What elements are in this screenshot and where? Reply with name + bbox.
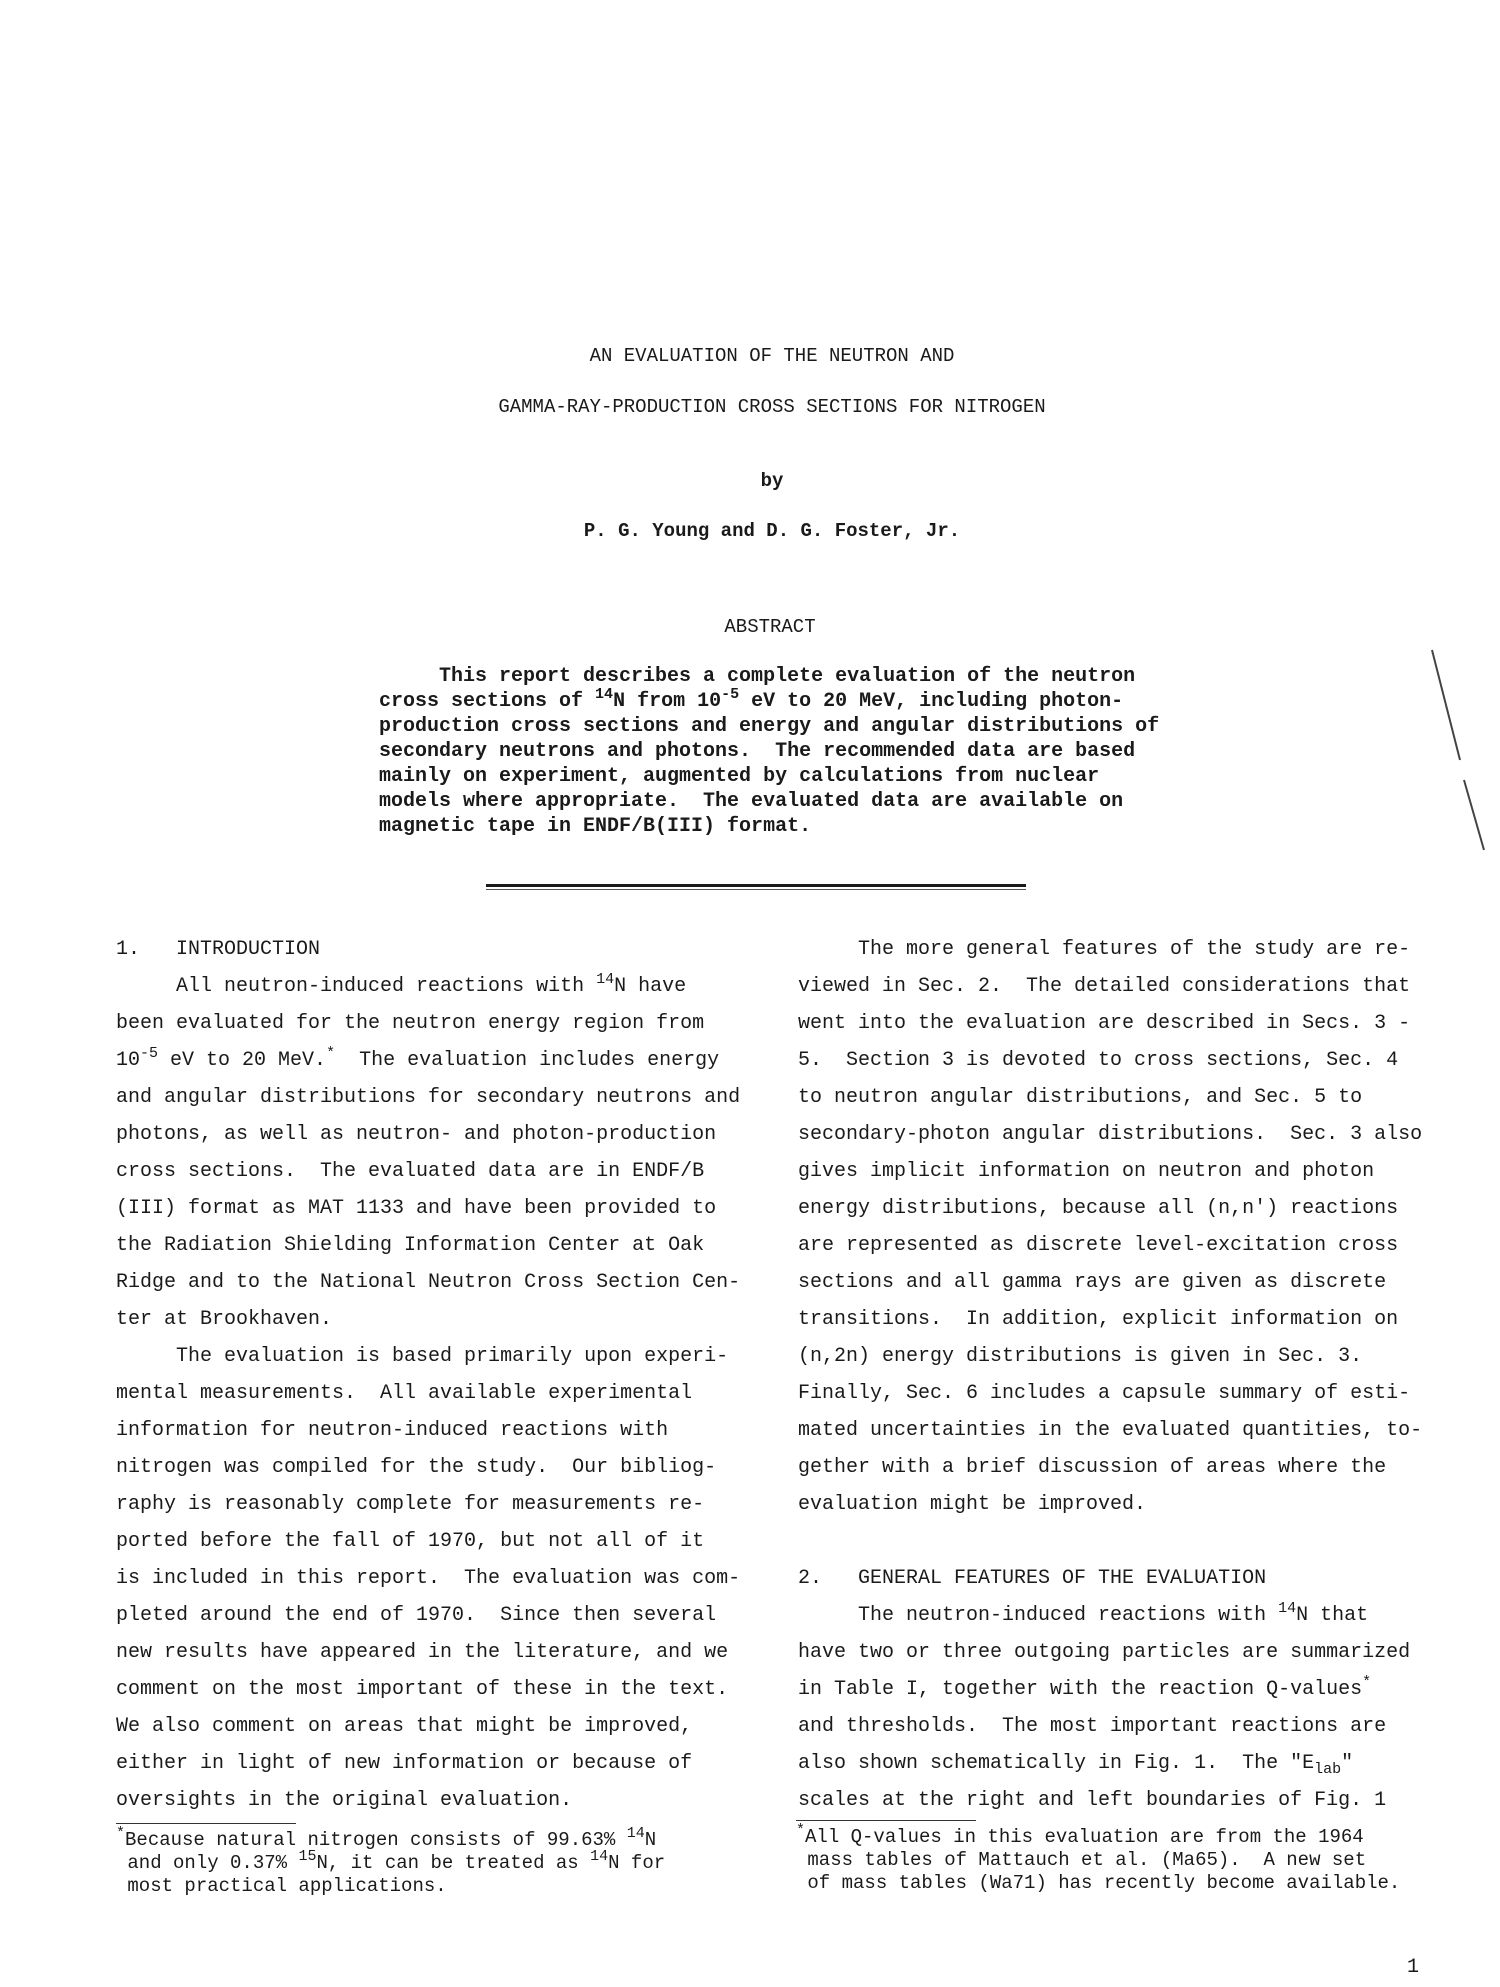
abstract-body: [379, 664, 1179, 839]
paragraph-line: cross sections. The evaluated data are in ENDF/B: [116, 1160, 705, 1183]
paragraph-line: The more general features of the study are re-: [798, 938, 1411, 961]
abstract-line: secondary neutrons and photons. The recommended data are based: [379, 740, 1136, 763]
paragraph-line: sections and all gamma rays are given as discrete: [798, 1271, 1387, 1294]
abstract-line: magnetic tape in ENDF/B(III) format.: [379, 815, 812, 838]
paragraph-line: information for neutron-induced reactions with: [116, 1419, 669, 1442]
paragraph-line: scales at the right and left boundaries of Fig. 1: [798, 1789, 1387, 1812]
footnote-left: [116, 1825, 666, 1898]
section-heading-introduction: 1. INTRODUCTION: [116, 938, 321, 961]
paragraph-line: raphy is reasonably complete for measurements re-: [116, 1493, 705, 1516]
paragraph-line: to neutron angular distributions, and Sec. 5 to: [798, 1086, 1363, 1109]
title-line-1: AN EVALUATION OF THE NEUTRON AND: [589, 345, 955, 367]
footnote-rule-right: [796, 1820, 976, 1821]
paragraph-line: secondary-photon angular distributions. Sec. 3 also: [798, 1123, 1423, 1146]
title-by: by: [760, 470, 784, 492]
paragraph-line: in Table I, together with the reaction Q-values*: [798, 1674, 1372, 1701]
abstract-line: cross sections of $^{14}$N from $10^{-5}$ eV to 20 MeV, including photon-: [379, 686, 1124, 713]
footnote-line: *Because natural nitrogen consists of 99.63% $^{14}$N: [116, 1825, 657, 1851]
paragraph-line: oversights in the original evaluation.: [116, 1789, 573, 1812]
paragraph-line: evaluation might be improved.: [798, 1493, 1147, 1516]
paragraph-line: ter at Brookhaven.: [116, 1308, 333, 1331]
paragraph-line: new results have appeared in the literature, and we: [116, 1641, 729, 1664]
paragraph-line: is included in this report. The evaluation was com-: [116, 1567, 741, 1590]
paragraph-line: transitions. In addition, explicit information on: [798, 1308, 1399, 1331]
paragraph-line: pleted around the end of 1970. Since then several: [116, 1604, 717, 1627]
paragraph-line: We also comment on areas that might be improved,: [116, 1715, 693, 1738]
page-number: 1: [1407, 1956, 1420, 1979]
footnote-right: [796, 1822, 1401, 1895]
abstract-line: models where appropriate. The evaluated data are available on: [379, 790, 1124, 813]
paragraph-line: gives implicit information on neutron and photon: [798, 1160, 1375, 1183]
paragraph-line: Ridge and to the National Neutron Cross Section Cen-: [116, 1271, 741, 1294]
authors: P. G. Young and D. G. Foster, Jr.: [583, 520, 961, 542]
right-column: [798, 931, 1458, 1819]
title-line-2: GAMMA-RAY-PRODUCTION CROSS SECTIONS FOR NITROGEN: [498, 396, 1046, 418]
paragraph-line: The neutron-induced reactions with $^{14}$N that: [798, 1600, 1369, 1627]
abstract-line: mainly on experiment, augmented by calculations from nuclear: [379, 765, 1100, 788]
footnote-line: *All Q-values in this evaluation are from the 1964: [796, 1822, 1364, 1848]
paragraph-line: $10^{-5}$ eV to 20 MeV.* The evaluation includes energy: [116, 1045, 720, 1072]
paragraph-line: either in light of new information or because of: [116, 1752, 693, 1775]
section-heading-general-features: 2. GENERAL FEATURES OF THE EVALUATION: [798, 1567, 1267, 1590]
paragraph-line: mental measurements. All available experimental: [116, 1382, 693, 1405]
paragraph-line: ported before the fall of 1970, but not all of it: [116, 1530, 705, 1553]
paragraph-line: the Radiation Shielding Information Center at Oak: [116, 1234, 705, 1257]
paragraph-line: and thresholds. The most important reactions are: [798, 1715, 1387, 1738]
paragraph-line: comment on the most important of these in the text.: [116, 1678, 729, 1701]
footnote-line: of mass tables (Wa71) has recently become available.: [796, 1872, 1401, 1894]
paragraph-line: and angular distributions for secondary neutrons and: [116, 1086, 741, 1109]
footnote-rule-left: [116, 1823, 296, 1824]
footnote-line: mass tables of Mattauch et al. (Ma65). A new set: [796, 1849, 1367, 1871]
paragraph-line: The evaluation is based primarily upon experi-: [116, 1345, 729, 1368]
left-column: [116, 931, 766, 1819]
paragraph-line: (III) format as MAT 1133 and have been provided to: [116, 1197, 717, 1220]
footnote-marker: *: [326, 1045, 336, 1062]
paragraph-line: also shown schematically in Fig. 1. The "$E_{lab}$": [798, 1752, 1354, 1778]
paragraph-line: mated uncertainties in the evaluated quantities, to-: [798, 1419, 1423, 1442]
footnote-line: and only 0.37% $^{15}$N, it can be treated as $^{14}$N for: [116, 1848, 666, 1874]
paragraph-line: nitrogen was compiled for the study. Our bibliog-: [116, 1456, 717, 1479]
paragraph-line: are represented as discrete level-excitation cross: [798, 1234, 1399, 1257]
abstract-line: production cross sections and energy and angular distributions of: [379, 715, 1160, 738]
abstract-heading: ABSTRACT: [724, 616, 816, 638]
scan-artifact-marks: [1420, 640, 1490, 860]
paragraph-line: 5. Section 3 is devoted to cross sections, Sec. 4: [798, 1049, 1399, 1072]
footnote-line: most practical applications.: [116, 1875, 447, 1897]
paragraph-line: Finally, Sec. 6 includes a capsule summary of esti-: [798, 1382, 1411, 1405]
paragraph-line: All neutron-induced reactions with $^{14}$N have: [116, 971, 687, 998]
section-divider-thin: [486, 889, 1026, 890]
footnote-marker: *: [1362, 1674, 1372, 1691]
paragraph-line: viewed in Sec. 2. The detailed considerations that: [798, 975, 1411, 998]
paragraph-line: gether with a brief discussion of areas where the: [798, 1456, 1387, 1479]
paragraph-line: energy distributions, because all (n,n') reactions: [798, 1197, 1399, 1220]
section-divider: [486, 884, 1026, 887]
abstract-line: This report describes a complete evaluation of the neutron: [379, 665, 1136, 688]
paragraph-line: (n,2n) energy distributions is given in Sec. 3.: [798, 1345, 1363, 1368]
paragraph-line: went into the evaluation are described in Secs. 3 -: [798, 1012, 1411, 1035]
paragraph-line: have two or three outgoing particles are summarized: [798, 1641, 1411, 1664]
paragraph-line: photons, as well as neutron- and photon-production: [116, 1123, 717, 1146]
paragraph-line: been evaluated for the neutron energy region from: [116, 1012, 705, 1035]
